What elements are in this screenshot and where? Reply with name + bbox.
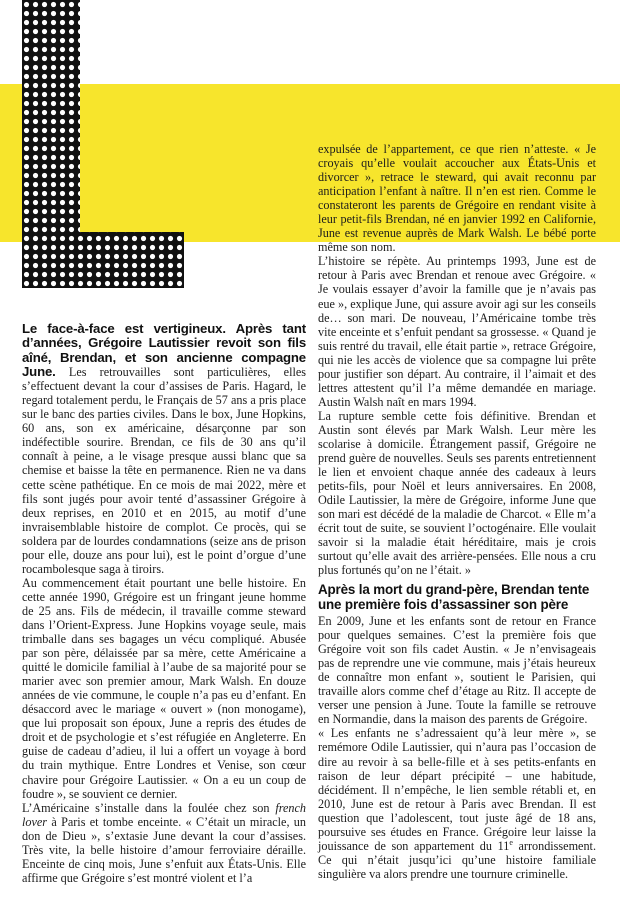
subheading: Après la mort du grand-père, Brendan tente une première fois d’assassiner son père	[318, 582, 590, 612]
lead-text: Le face-à-face est vertigineux. Après tant d’années, Grégoire Lautissier revoit son fils aîné, Brendan, et son ancienne compagne June.	[22, 321, 306, 379]
paragraph-7-text-a: « Les enfants ne s’adressaient qu’à leur mère », se remémore Odile Lautissier, qui n’aura pas l’occasion de dire au revoir à sa belle-fille et à ses petits-enfants en raison de leur départ précipité – une habitude, décidément. Il n’empêche, le lien semble rétabli et, en 2010, June est de retour à Paris avec Brendan. Il est question que l’adolescent, tout juste âgé de 18 ans, poursuive ses études en France. Grégoire leur laisse la jouissance de son appartement du 11	[318, 726, 596, 853]
article-column-left	[22, 322, 306, 885]
paragraph-5: La rupture semble cette fois définitive. Brendan et Austin sont élevés par Mark Walsh. Leur mère les scolarise à domicile. Étrangement passif, Grégoire ne prend guère de nouvelles. Seuls ses parents entretiennent le lien et envoient chaque année des cadeaux à leurs petits-fils, pour Noël et leurs anniversaires. En 2008, Odile Lautissier, la mère de Grégoire, informe June que son mari est décédé de la maladie de Charcot. « Elle m’a écrit tout de suite, se souvient l’octogénaire. Elle voulait savoir si la maladie était héréditaire, mais je crois surtout qu’elle avait des arrière-pensées. Elle nous a cru plus fortunés qu’on ne l’était. »	[318, 408, 596, 578]
paragraph-4: L’histoire se répète. Au printemps 1993, June est de retour à Paris avec Brendan et renoue avec Grégoire. « Je voulais essayer d’avoir la famille que je n’avais pas eue », explique June, qui assure avoir agi sur les conseils de… son mari. De nouveau, l’Américaine tombe très vite enceinte et s’enfuit pendant sa grossesse. « Quand je suis rentré du travail, elle était partie », retrace Grégoire, qui nie les accès de violence que sa compagne lui prête pour justifier son départ. Au contraire, il l’aimait et des lettres attestent qu’il l’a même demandée en mariage. Austin Walsh naît en mars 1994.	[318, 254, 596, 409]
dropcap-letter-l	[22, 0, 184, 288]
lead-paragraph	[22, 322, 306, 576]
lead-body: Les retrouvailles sont particulières, elles s’effectuent devant la cour d’assises de Paris. Hagard, le regard totalement perdu, le Français de 57 ans a pris place sur le banc des parties civiles. Dans le box, June Hopkins, 60 ans, son ex américaine, désarçonne par son indéfectible sourire. Brendan, ce fils de 30 ans qu’il connaît à peine, a le visage presque aussi blanc que sa chemise et baisse la tête en permanence. Rien ne va dans cette scène pathétique. En ce mois de mai 2022, mère et fils sont jugés pour avoir tenté d’assassiner Grégoire à deux reprises, en 2010 et en 2015, au motif d’une invraisemblable histoire de complot. Ce procès, qui se soldera par de lourdes condamnations (seize ans de prison pour elle, douze ans pour lui), est le point d’orgue d’une rocambolesque saga à tiroirs.	[22, 364, 306, 576]
paragraph-3-text-b-end: expulsée de l’appartement, ce que rien n’atteste. « Je croyais qu’elle voulait accoucher aux États-Unis et divorcer », retrace le steward, qui avait reconnu par anticipation l’enfant à naître. Il n’en est rien. Comme le constateront les parents de Grégoire en rendant visite à leur petit-fils Brendan, né en janvier 1992 en Californie, June est revenue auprès de Mark Walsh. Le bébé porte même son nom.	[318, 142, 596, 255]
article-column-right	[318, 142, 596, 881]
paragraph-2: Au commencement était pourtant une belle histoire. En cette année 1990, Grégoire est un fringant jeune homme de 25 ans. Fils de médecin, il travaille comme steward dans l’Orient-Express. June Hopkins voyage seule, mais trimballe dans ses bagages un vécu compliqué. Abusée par son père, délaissée par sa mère, cette Américaine a quitté le domicile familial à l’aube de sa majorité pour se marier avec son premier amour, Mark Walsh. En douze années de vie commune, le couple n’a pas eu d’enfant. En désaccord avec le mariage « ouvert » (non monogame), que lui proposait son époux, June a repris des études de droit et de psychologie et s’est réfugiée en Angleterre. En guise de cadeau d’adieu, il lui a offert un voyage à bord du train mythique. Entre Londres et Venise, son cœur chavire pour Grégoire Lautissier. « On a eu un coup de foudre », se souvient ce dernier.	[22, 575, 306, 801]
ordinal-suffix: e	[509, 837, 513, 847]
paragraph-3-continued	[318, 142, 596, 254]
paragraph-3-italic: french lover	[22, 800, 306, 829]
paragraph-3	[22, 801, 306, 885]
paragraph-7	[318, 726, 596, 881]
paragraph-3-text-a: L’Américaine s’installe dans la foulée chez son	[22, 800, 276, 815]
paragraph-7-text-b: arrondissement. Ce qui n’était jusqu’ici qu’une histoire familiale singulière va alors prendre une tournure criminelle.	[318, 838, 596, 881]
paragraph-3-text-b-start: à Paris et tombe enceinte. « C’était un miracle, un don de Dieu », s’extasie June devant la cour d’assises. Très vite, la belle histoire d’amour ferroviaire déraille. Enceinte de cinq mois, June s’enfuit aux États-Unis. Elle affirme que Grégoire s’est montré violent et l’a	[22, 814, 306, 885]
paragraph-6: En 2009, June et les enfants sont de retour en France pour quelques semaines. C’est la première fois que Grégoire voit son fils cadet Austin. « Je n’envisageais pas de reprendre une vie commune, mais j’étais heureux de connaître mon enfant », soutient le Parisien, qui travaille alors comme chef d’étage au Ritz. Il accepte de verser une pension à June. Toute la famille se retrouve en Normandie, dans la maison des parents de Grégoire.	[318, 614, 596, 727]
